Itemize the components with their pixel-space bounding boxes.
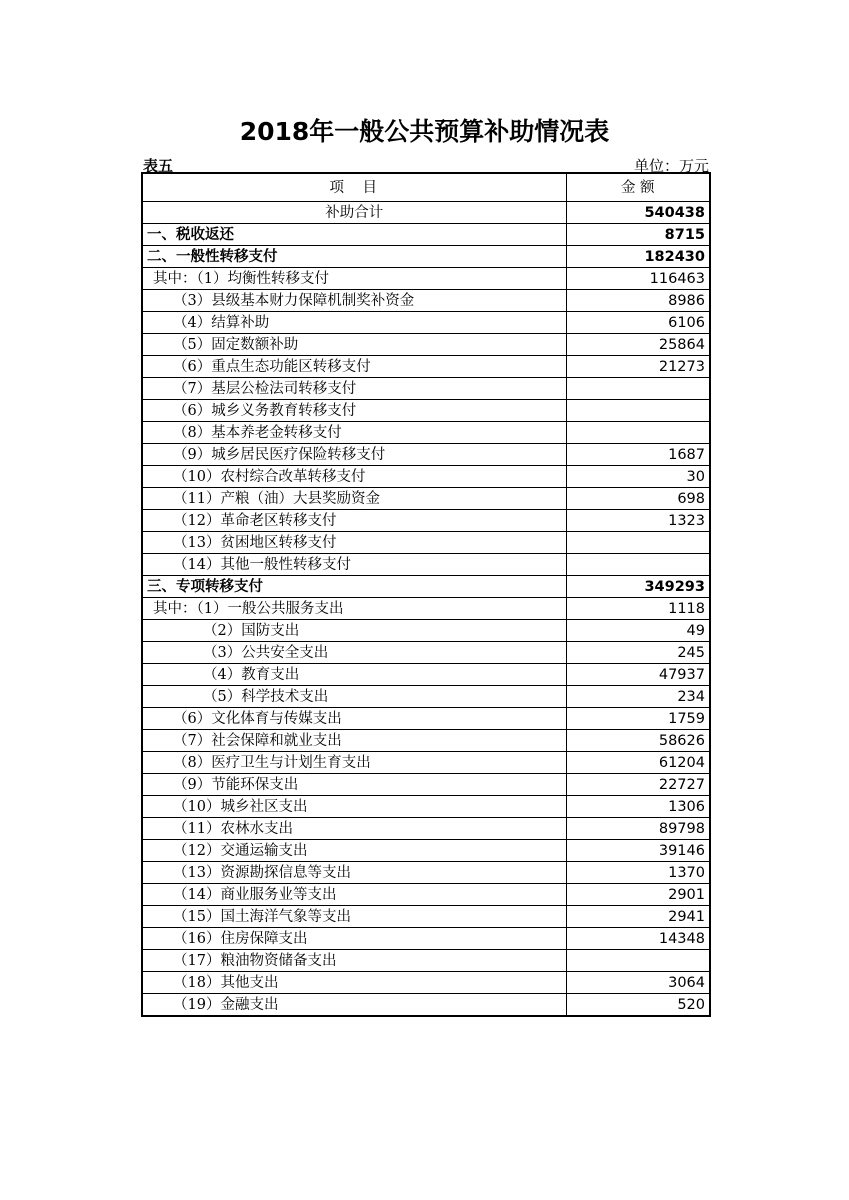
row-amount: 6106 (566, 312, 710, 334)
table-row (142, 488, 710, 510)
row-name: （10）农村综合改革转移支付 (142, 466, 566, 488)
row-name: （7）基层公检法司转移支付 (142, 378, 566, 400)
table-row (142, 950, 710, 972)
row-amount: 1323 (566, 510, 710, 532)
budget-table (141, 172, 711, 1017)
table-row (142, 906, 710, 928)
row-amount: 1759 (566, 708, 710, 730)
row-amount: 47937 (566, 664, 710, 686)
row-name: （5）固定数额补助 (142, 334, 566, 356)
table-row (142, 664, 710, 686)
row-amount: 1306 (566, 796, 710, 818)
row-name: 其中：（1）一般公共服务支出 (142, 598, 566, 620)
row-name: （8）基本养老金转移支付 (142, 422, 566, 444)
row-name: 一、税收返还 (142, 224, 566, 246)
table-row-section (142, 224, 710, 246)
row-amount (566, 532, 710, 554)
row-amount: 30 (566, 466, 710, 488)
table-row (142, 796, 710, 818)
row-name: （19）金融支出 (142, 994, 566, 1017)
row-name: 三、专项转移支付 (142, 576, 566, 598)
row-amount: 49 (566, 620, 710, 642)
row-amount: 234 (566, 686, 710, 708)
table-row-section (142, 246, 710, 268)
row-amount: 14348 (566, 928, 710, 950)
column-header-amount: 金 额 (566, 173, 710, 202)
table-row (142, 752, 710, 774)
row-name: 补助合计 (142, 202, 566, 224)
table-row (142, 422, 710, 444)
row-name: 其中：（1）均衡性转移支付 (142, 268, 566, 290)
table-row (142, 312, 710, 334)
row-amount (566, 378, 710, 400)
row-name: （12）交通运输支出 (142, 840, 566, 862)
row-name: （9）节能环保支出 (142, 774, 566, 796)
row-name: （11）产粮（油）大县奖励资金 (142, 488, 566, 510)
row-amount: 21273 (566, 356, 710, 378)
row-amount: 1118 (566, 598, 710, 620)
row-name: （8）医疗卫生与计划生育支出 (142, 752, 566, 774)
table-row (142, 532, 710, 554)
row-name: （17）粮油物资储备支出 (142, 950, 566, 972)
row-name: （16）住房保障支出 (142, 928, 566, 950)
row-name: （9）城乡居民医疗保险转移支付 (142, 444, 566, 466)
table-row-total (142, 202, 710, 224)
row-amount: 22727 (566, 774, 710, 796)
column-header-item: 项 目 (142, 173, 566, 202)
table-row (142, 972, 710, 994)
table-header-row (142, 173, 710, 202)
row-amount: 61204 (566, 752, 710, 774)
row-amount: 1370 (566, 862, 710, 884)
table-row (142, 774, 710, 796)
row-amount: 182430 (566, 246, 710, 268)
table-row (142, 466, 710, 488)
row-name: 二、一般性转移支付 (142, 246, 566, 268)
row-name: （3）公共安全支出 (142, 642, 566, 664)
row-amount: 3064 (566, 972, 710, 994)
table-row-section (142, 576, 710, 598)
row-amount (566, 400, 710, 422)
row-amount: 116463 (566, 268, 710, 290)
table-row (142, 730, 710, 752)
row-amount (566, 422, 710, 444)
row-name: （10）城乡社区支出 (142, 796, 566, 818)
row-name: （5）科学技术支出 (142, 686, 566, 708)
row-amount: 8715 (566, 224, 710, 246)
row-name: （7）社会保障和就业支出 (142, 730, 566, 752)
table-row (142, 290, 710, 312)
table-row (142, 818, 710, 840)
row-name: （6）重点生态功能区转移支付 (142, 356, 566, 378)
row-name: （3）县级基本财力保障机制奖补资金 (142, 290, 566, 312)
table-row (142, 620, 710, 642)
row-name: （6）城乡义务教育转移支付 (142, 400, 566, 422)
row-name: （4）结算补助 (142, 312, 566, 334)
table-label: 表五 (143, 157, 174, 175)
table-row (142, 994, 710, 1017)
row-amount: 89798 (566, 818, 710, 840)
row-amount (566, 950, 710, 972)
row-amount: 2941 (566, 906, 710, 928)
table-row (142, 268, 710, 290)
row-name: （14）商业服务业等支出 (142, 884, 566, 906)
row-amount: 349293 (566, 576, 710, 598)
table-row (142, 334, 710, 356)
table-row (142, 356, 710, 378)
table-row (142, 928, 710, 950)
row-amount: 1687 (566, 444, 710, 466)
table-row (142, 400, 710, 422)
table-row (142, 862, 710, 884)
row-name: （18）其他支出 (142, 972, 566, 994)
row-name: （11）农林水支出 (142, 818, 566, 840)
row-name: （13）贫困地区转移支付 (142, 532, 566, 554)
row-amount: 2901 (566, 884, 710, 906)
row-amount (566, 554, 710, 576)
row-name: （6）文化体育与传媒支出 (142, 708, 566, 730)
table-row (142, 444, 710, 466)
table-row (142, 378, 710, 400)
row-name: （2）国防支出 (142, 620, 566, 642)
row-amount: 520 (566, 994, 710, 1017)
row-name: （4）教育支出 (142, 664, 566, 686)
row-name: （12）革命老区转移支付 (142, 510, 566, 532)
row-name: （14）其他一般性转移支付 (142, 554, 566, 576)
row-amount: 25864 (566, 334, 710, 356)
table-row (142, 686, 710, 708)
table-row (142, 708, 710, 730)
table-row (142, 884, 710, 906)
row-amount: 540438 (566, 202, 710, 224)
row-amount: 39146 (566, 840, 710, 862)
row-amount: 698 (566, 488, 710, 510)
table-row (142, 598, 710, 620)
page-title: 2018年一般公共预算补助情况表 (239, 117, 610, 146)
table-row (142, 510, 710, 532)
unit-label: 单位：万元 (633, 157, 709, 175)
row-amount: 58626 (566, 730, 710, 752)
row-name: （15）国土海洋气象等支出 (142, 906, 566, 928)
row-name: （13）资源勘探信息等支出 (142, 862, 566, 884)
table-row (142, 554, 710, 576)
table-row (142, 642, 710, 664)
row-amount: 245 (566, 642, 710, 664)
table-row (142, 840, 710, 862)
row-amount: 8986 (566, 290, 710, 312)
